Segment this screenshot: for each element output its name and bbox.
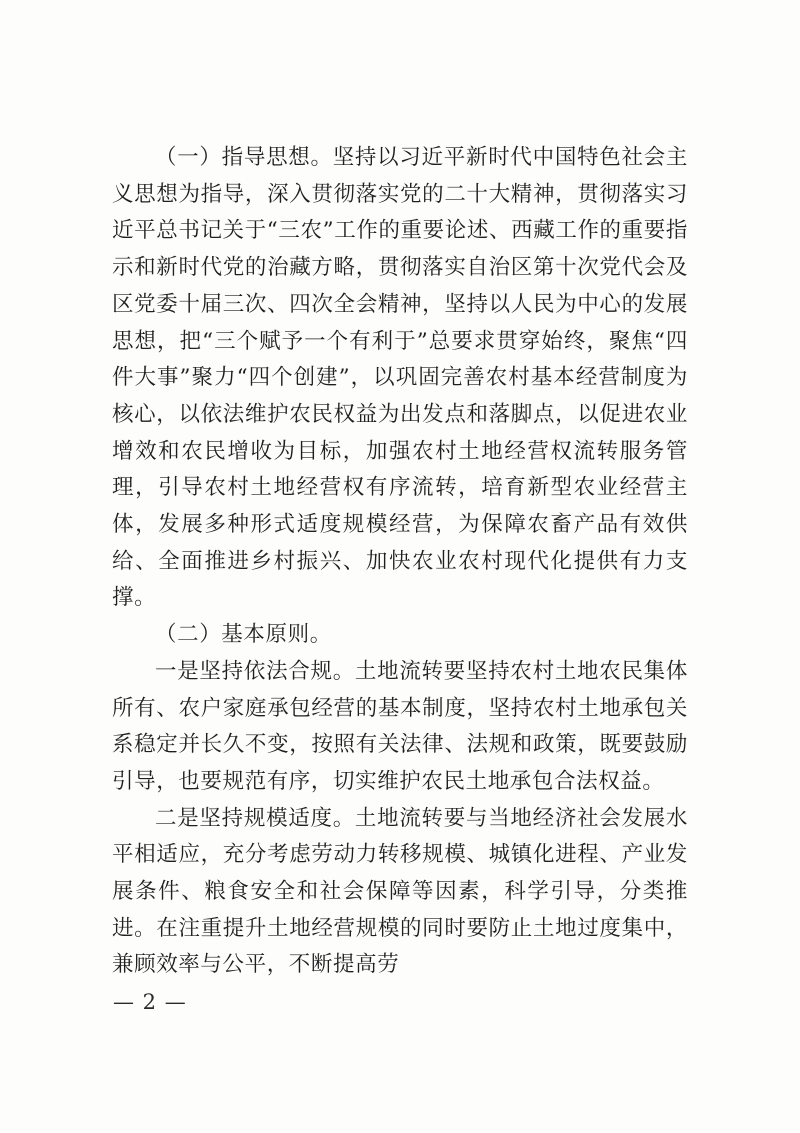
paragraph-basic-principles-heading: （二）基本原则。	[155, 622, 332, 648]
page-number: — 2 —	[113, 990, 187, 1014]
paragraph-principle-legal-compliance: 一是坚持依法合规。土地流转要坚持农村土地农民集体所有、农户家庭承包经营的基本制度，坚持农村土地承包关系稳定并长久不变，按照有关法律、法规和政策，既要鼓励引导，也要规范有序，切实维护农民土地承包合法权益。	[112, 658, 688, 794]
document-body	[112, 140, 688, 984]
paragraph-principle-moderate-scale: 二是坚持规模适度。土地流转要与当地经济社会发展水平相适应，充分考虑劳动力转移规模、城镇化进程、产业发展条件、粮食安全和社会保障等因素，科学引导，分类推进。在注重提升土地经营规模的同时要防止土地过度集中，兼顾效率与公平，不断提高劳	[112, 805, 688, 978]
paragraph-guiding-ideology: （一）指导思想。坚持以习近平新时代中国特色社会主义思想为指导，深入贯彻落实党的二十大精神，贯彻落实习近平总书记关于“三农”工作的重要论述、西藏工作的重要指示和新时代党的治藏方略，贯彻落实自治区第十次党代会及区党委十届三次、四次全会精神，坚持以人民为中心的发展思想，把“三个赋予一个有利于”总要求贯穿始终，聚焦“四件大事”聚力“四个创建”，以巩固完善农村基本经营制度为核心，以依法维护农民权益为出发点和落脚点，以促进农业增效和农民增收为目标，加强农村土地经营权流转服务管理，引导农村土地经营权有序流转，培育新型农业经营主体，发展多种形式适度规模经营，为保障农畜产品有效供给、全面推进乡村振兴、加快农业农村现代化提供有力支撑。	[112, 145, 688, 611]
